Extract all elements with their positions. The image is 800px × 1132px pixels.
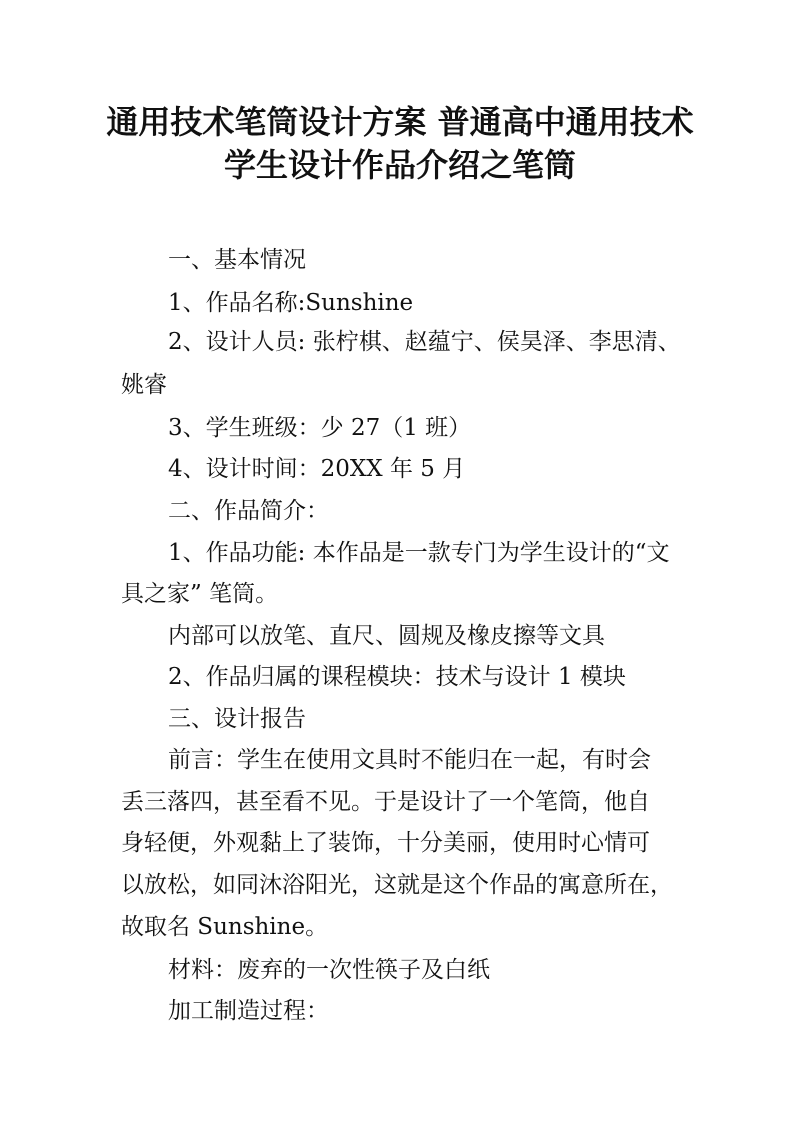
document-title-line-1: 通用技术笔筒设计方案 普通高中通用技术 xyxy=(106,103,694,141)
design-time-line: 4、设计时间：20XX 年 5 月 xyxy=(168,456,466,482)
document-title-line-2: 学生设计作品介绍之笔筒 xyxy=(223,146,576,184)
function-line: 1、作品功能: 本作品是一款专门为学生设计的“文 xyxy=(168,540,670,566)
preface-line-2: 丢三落四，甚至看不见。于是设计了一个笔筒，他自 xyxy=(121,789,650,815)
designers-line: 2、设计人员: 张柠棋、赵蕴宁、侯昊泽、李思清、 xyxy=(168,329,681,355)
work-name-line: 1、作品名称:Sunshine xyxy=(168,290,414,316)
preface-line-3: 身轻便，外观黏上了装饰，十分美丽，使用时心情可 xyxy=(121,830,650,856)
section-heading-design-report: 三、设计报告 xyxy=(168,706,306,732)
designers-line-continued: 姚睿 xyxy=(121,372,167,398)
preface-line-5: 故取名 Sunshine。 xyxy=(121,914,329,940)
section-heading-introduction: 二、作品简介： xyxy=(168,498,329,524)
course-module-line: 2、作品归属的课程模块：技术与设计 1 模块 xyxy=(168,664,626,690)
materials-line: 材料：废弃的一次性筷子及白纸 xyxy=(168,957,490,983)
preface-line-1: 前言：学生在使用文具时不能归在一起，有时会 xyxy=(168,747,651,773)
student-class-line: 3、学生班级：少 27（1 班） xyxy=(168,415,472,441)
preface-line-4: 以放松，如同沐浴阳光，这就是这个作品的寓意所在， xyxy=(121,872,673,898)
function-line-continued: 具之家” 笔筒。 xyxy=(121,581,279,607)
process-line: 加工制造过程： xyxy=(168,998,329,1024)
section-heading-basic-info: 一、基本情况 xyxy=(168,247,306,273)
contents-line: 内部可以放笔、直尺、圆规及橡皮擦等文具 xyxy=(168,623,605,649)
